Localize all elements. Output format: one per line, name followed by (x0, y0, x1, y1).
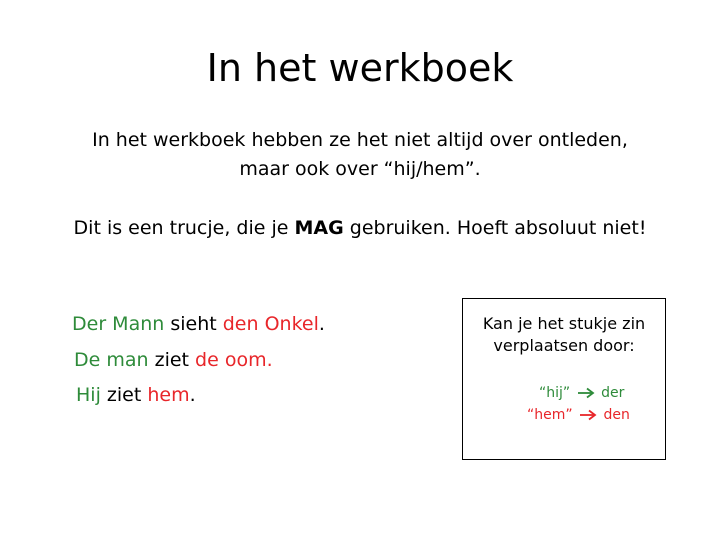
tip-before: Dit is een trucje, die je (73, 217, 295, 239)
hint-question-line-2: verplaatsen door: (493, 336, 635, 355)
rule-from: “hem” (527, 407, 573, 423)
slide-title: In het werkboek (206, 46, 514, 90)
example-object: den Onkel (222, 313, 319, 335)
example-subject: Der Mann (72, 313, 165, 335)
rule-from: “hij” (539, 385, 571, 401)
example-object: de oom. (195, 349, 273, 371)
intro-line-1: In het werkboek hebben ze het niet altijd over ontleden, (92, 129, 628, 151)
rule-hij-der (539, 383, 624, 403)
example-line-1 (72, 310, 325, 338)
example-subject: De man (74, 349, 149, 371)
rule-hem-den (527, 405, 630, 425)
hint-question-line-1: Kan je het stukje zin (482, 314, 646, 333)
example-punctuation: . (189, 384, 196, 406)
intro-line-2: maar ook over “hij/hem”. (239, 158, 481, 180)
example-verb: sieht (164, 313, 223, 335)
rule-to: der (601, 385, 625, 401)
rule-to: den (603, 407, 630, 423)
example-punctuation: . (318, 313, 325, 335)
tip-text (60, 214, 660, 243)
example-object: hem (147, 384, 190, 406)
example-verb: ziet (100, 384, 148, 406)
example-line-2 (74, 346, 273, 374)
example-verb: ziet (148, 349, 196, 371)
tip-after: gebruiken. Hoeft absoluut niet! (343, 217, 647, 239)
intro-text (80, 126, 640, 184)
hint-question (463, 313, 665, 357)
arrow-right-icon (579, 409, 597, 421)
example-subject: Hij (76, 384, 101, 406)
example-line-3 (76, 381, 196, 409)
hint-box (462, 298, 666, 460)
arrow-right-icon (577, 387, 595, 399)
tip-emphasis: MAG (294, 217, 344, 239)
